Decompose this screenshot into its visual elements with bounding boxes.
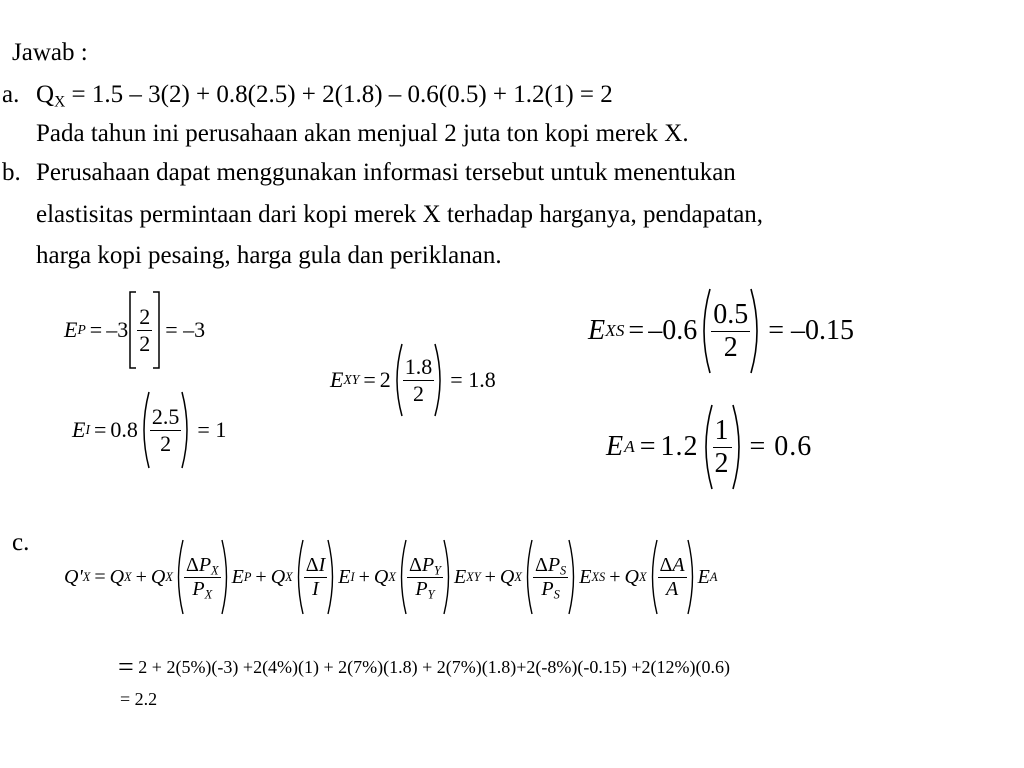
part-a-equation	[36, 81, 613, 111]
part-b-line-1: Perusahaan dapat menggunakan informasi tersebut untuk menentukan	[36, 159, 736, 186]
right-paren	[687, 538, 698, 616]
right-paren	[750, 287, 764, 375]
part-a-marker: a.	[2, 81, 20, 108]
part-c-marker: c.	[12, 529, 30, 556]
elasticity-advertising: E A = 1.2 $\frac{1}{2}$ = 0.6	[606, 402, 812, 492]
right-paren	[434, 342, 446, 418]
right-bracket	[152, 290, 161, 370]
right-paren	[181, 390, 193, 470]
elasticity-price: E P = –3 $\frac{2}{2}$ = –3	[64, 288, 205, 372]
elasticity-cross-coffee: E XY = 2 $\frac{1.8}{2}$ = 1.8	[330, 340, 496, 420]
left-paren	[699, 403, 713, 491]
elasticity-income: E I = 0.8 $\frac{2.5}{2}$ = 1	[72, 388, 226, 472]
part-b-marker: b.	[2, 159, 21, 186]
right-paren	[568, 538, 579, 616]
substitution-line: = 2 + 2(5%)(-3) +2(4%)(1) + 2(7%)(1.8) + 2(7%)(1.8)+2(-8%)(-0.15) +2(12%)(0.6)	[118, 652, 731, 683]
left-bracket	[128, 290, 137, 370]
total-demand-change-formula: Q' X = Q X + Q X $\frac{\Delta P_X}{P_X}$ E P + Q X $\frac{\Delta I}{I}$ E I + Q X $\frac{\Delta P_Y}{P_Y}$ E XY + Q X $\frac{\Delta P_S}{P_S}$ E XS + Q X $\frac{\Delta A}{A}$ E A	[64, 536, 717, 618]
part-a-equation-rest: = 1.5 – 3(2) + 0.8(2.5) + 2(1.8) – 0.6(0.5) + 1.2(1) = 2	[71, 81, 613, 108]
heading: Jawab :	[12, 39, 88, 66]
right-paren	[221, 538, 232, 616]
left-paren	[173, 538, 184, 616]
final-result: = 2.2	[120, 689, 158, 709]
left-paren	[138, 390, 150, 470]
right-paren	[443, 538, 454, 616]
right-paren	[732, 403, 746, 491]
part-b-line-3: harga kopi pesaing, harga gula dan periklanan.	[36, 242, 502, 269]
left-paren	[391, 342, 403, 418]
left-paren	[396, 538, 407, 616]
q-symbol: Q	[36, 81, 55, 108]
part-b-line-2: elastisitas permintaan dari kopi merek X terhadap harganya, pendapatan,	[36, 201, 764, 228]
elasticity-cross-sugar: E XS = –0.6 $\frac{0.5}{2}$ = –0.15	[588, 286, 854, 376]
q-sub: X	[54, 93, 66, 111]
part-a-conclusion: Pada tahun ini perusahaan akan menjual 2 juta ton kopi merek X.	[36, 120, 689, 147]
right-paren	[327, 538, 338, 616]
left-paren	[293, 538, 304, 616]
left-paren	[647, 538, 658, 616]
left-paren	[522, 538, 533, 616]
left-paren	[697, 287, 711, 375]
